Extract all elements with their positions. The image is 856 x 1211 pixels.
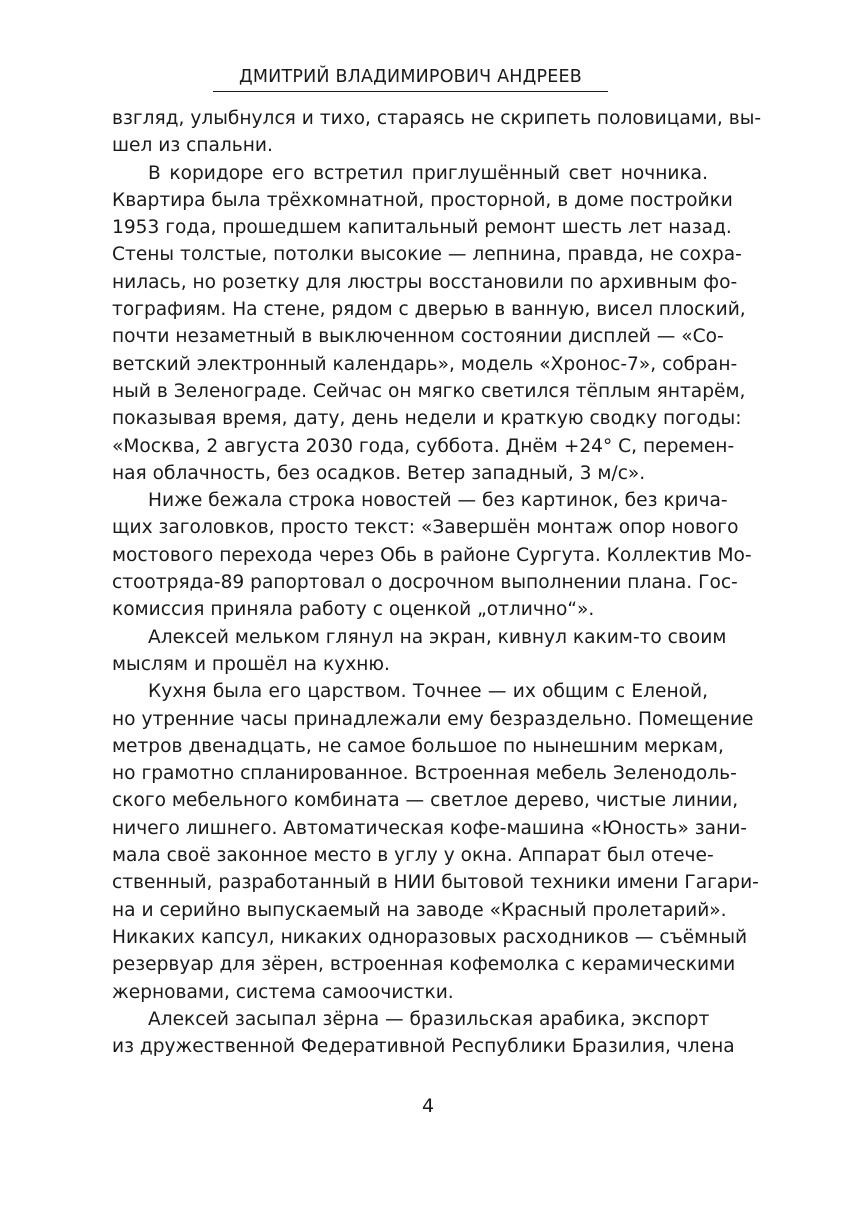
text-line: Кухня была его царством. Точнее — их общим с Еленой, [148, 681, 708, 703]
text-line: Никаких капсул, никаких одноразовых расходников — съёмный [112, 926, 748, 948]
text-line: мостового перехода через Обь в районе Сургута. Коллектив Мо- [112, 544, 752, 566]
page-number: 4 [421, 1095, 435, 1117]
text-line: Ниже бежала строка новостей — без картинок, без крича- [148, 490, 728, 512]
paragraph [112, 487, 752, 623]
text-line: взгляд, улыбнулся и тихо, стараясь не скрипеть половицами, вы- [112, 108, 762, 129]
text-line: но утренние часы принадлежали ему безраздельно. Помещение [112, 708, 754, 730]
text-line: В коридоре его встретил приглушённый свет ночника. [148, 162, 708, 184]
paragraph [112, 160, 746, 488]
text-line: мала своё законное место в углу у окна. Аппарат был отече- [112, 845, 714, 867]
paragraph [112, 105, 762, 160]
text-line: ветский электронный календарь», модель «Хронос-7», собран- [112, 353, 738, 375]
text-line: метров двенадцать, не самое большое по нынешним меркам, [112, 735, 724, 757]
text-line: почти незаметный в выключенном состоянии дисплей — «Со- [112, 326, 724, 348]
text-line: комиссия приняла работу с оценкой „отлично“». [112, 599, 595, 621]
text-line: Алексей засыпал зёрна — бразильская арабика, экспорт [148, 1008, 710, 1030]
text-line: ского мебельного комбината — светлое дерево, чистые линии, [112, 790, 739, 812]
body-text [112, 105, 762, 1060]
text-line: но грамотно спланированное. Встроенная мебель Зеленодоль- [112, 763, 737, 785]
text-line: резервуар для зёрен, встроенная кофемолка с керамическими [112, 954, 736, 976]
text-line: щих заголовков, просто текст: «Завершён монтаж опор нового [112, 517, 739, 539]
text-line: показывая время, дату, день недели и краткую сводку погоды: [112, 408, 742, 430]
paragraph [112, 624, 727, 679]
text-line: тографиям. На стене, рядом с дверью в ванную, висел плоский, [112, 299, 746, 321]
text-line: Квартира была трёхкомнатной, просторной, в доме постройки [112, 189, 733, 211]
text-line: Алексей мельком глянул на экран, кивнул каким-то своим [148, 626, 727, 648]
header-rule [213, 91, 608, 92]
running-header-author: ДМИТРИЙ ВЛАДИМИРОВИЧ АНДРЕЕВ [239, 67, 582, 87]
text-line: из дружественной Федеративной Республики Бразилия, члена [112, 1036, 735, 1058]
text-line: ственный, разработанный в НИИ бытовой техники имени Гагари- [112, 872, 759, 894]
text-line: нилась, но розетку для люстры восстановили по архивным фо- [112, 271, 738, 293]
text-line: на и серийно выпускаемый на заводе «Красный пролетарий». [112, 899, 727, 921]
text-line: жерновами, система самоочистки. [112, 981, 454, 1003]
text-line: шел из спальни. [112, 135, 273, 157]
text-line: «Москва, 2 августа 2030 года, суббота. Днём +24° С, перемен- [112, 435, 735, 457]
paragraph [112, 678, 759, 1006]
paragraph [112, 1006, 735, 1061]
text-line: ный в Зеленограде. Сейчас он мягко светился тёплым янтарём, [112, 380, 746, 402]
text-line: мыслям и прошёл на кухню. [112, 653, 390, 675]
text-line: Стены толстые, потолки высокие — лепнина, правда, не сохра- [112, 244, 742, 266]
text-line: стоотряда-89 рапортовал о досрочном выполнении плана. Гос- [112, 572, 738, 594]
text-line: ная облачность, без осадков. Ветер западный, 3 м/с». [112, 462, 646, 484]
text-line: ничего лишнего. Автоматическая кофе-машина «Юность» зани- [112, 817, 748, 839]
text-line: 1953 года, прошедшем капитальный ремонт шесть лет назад. [112, 217, 732, 239]
